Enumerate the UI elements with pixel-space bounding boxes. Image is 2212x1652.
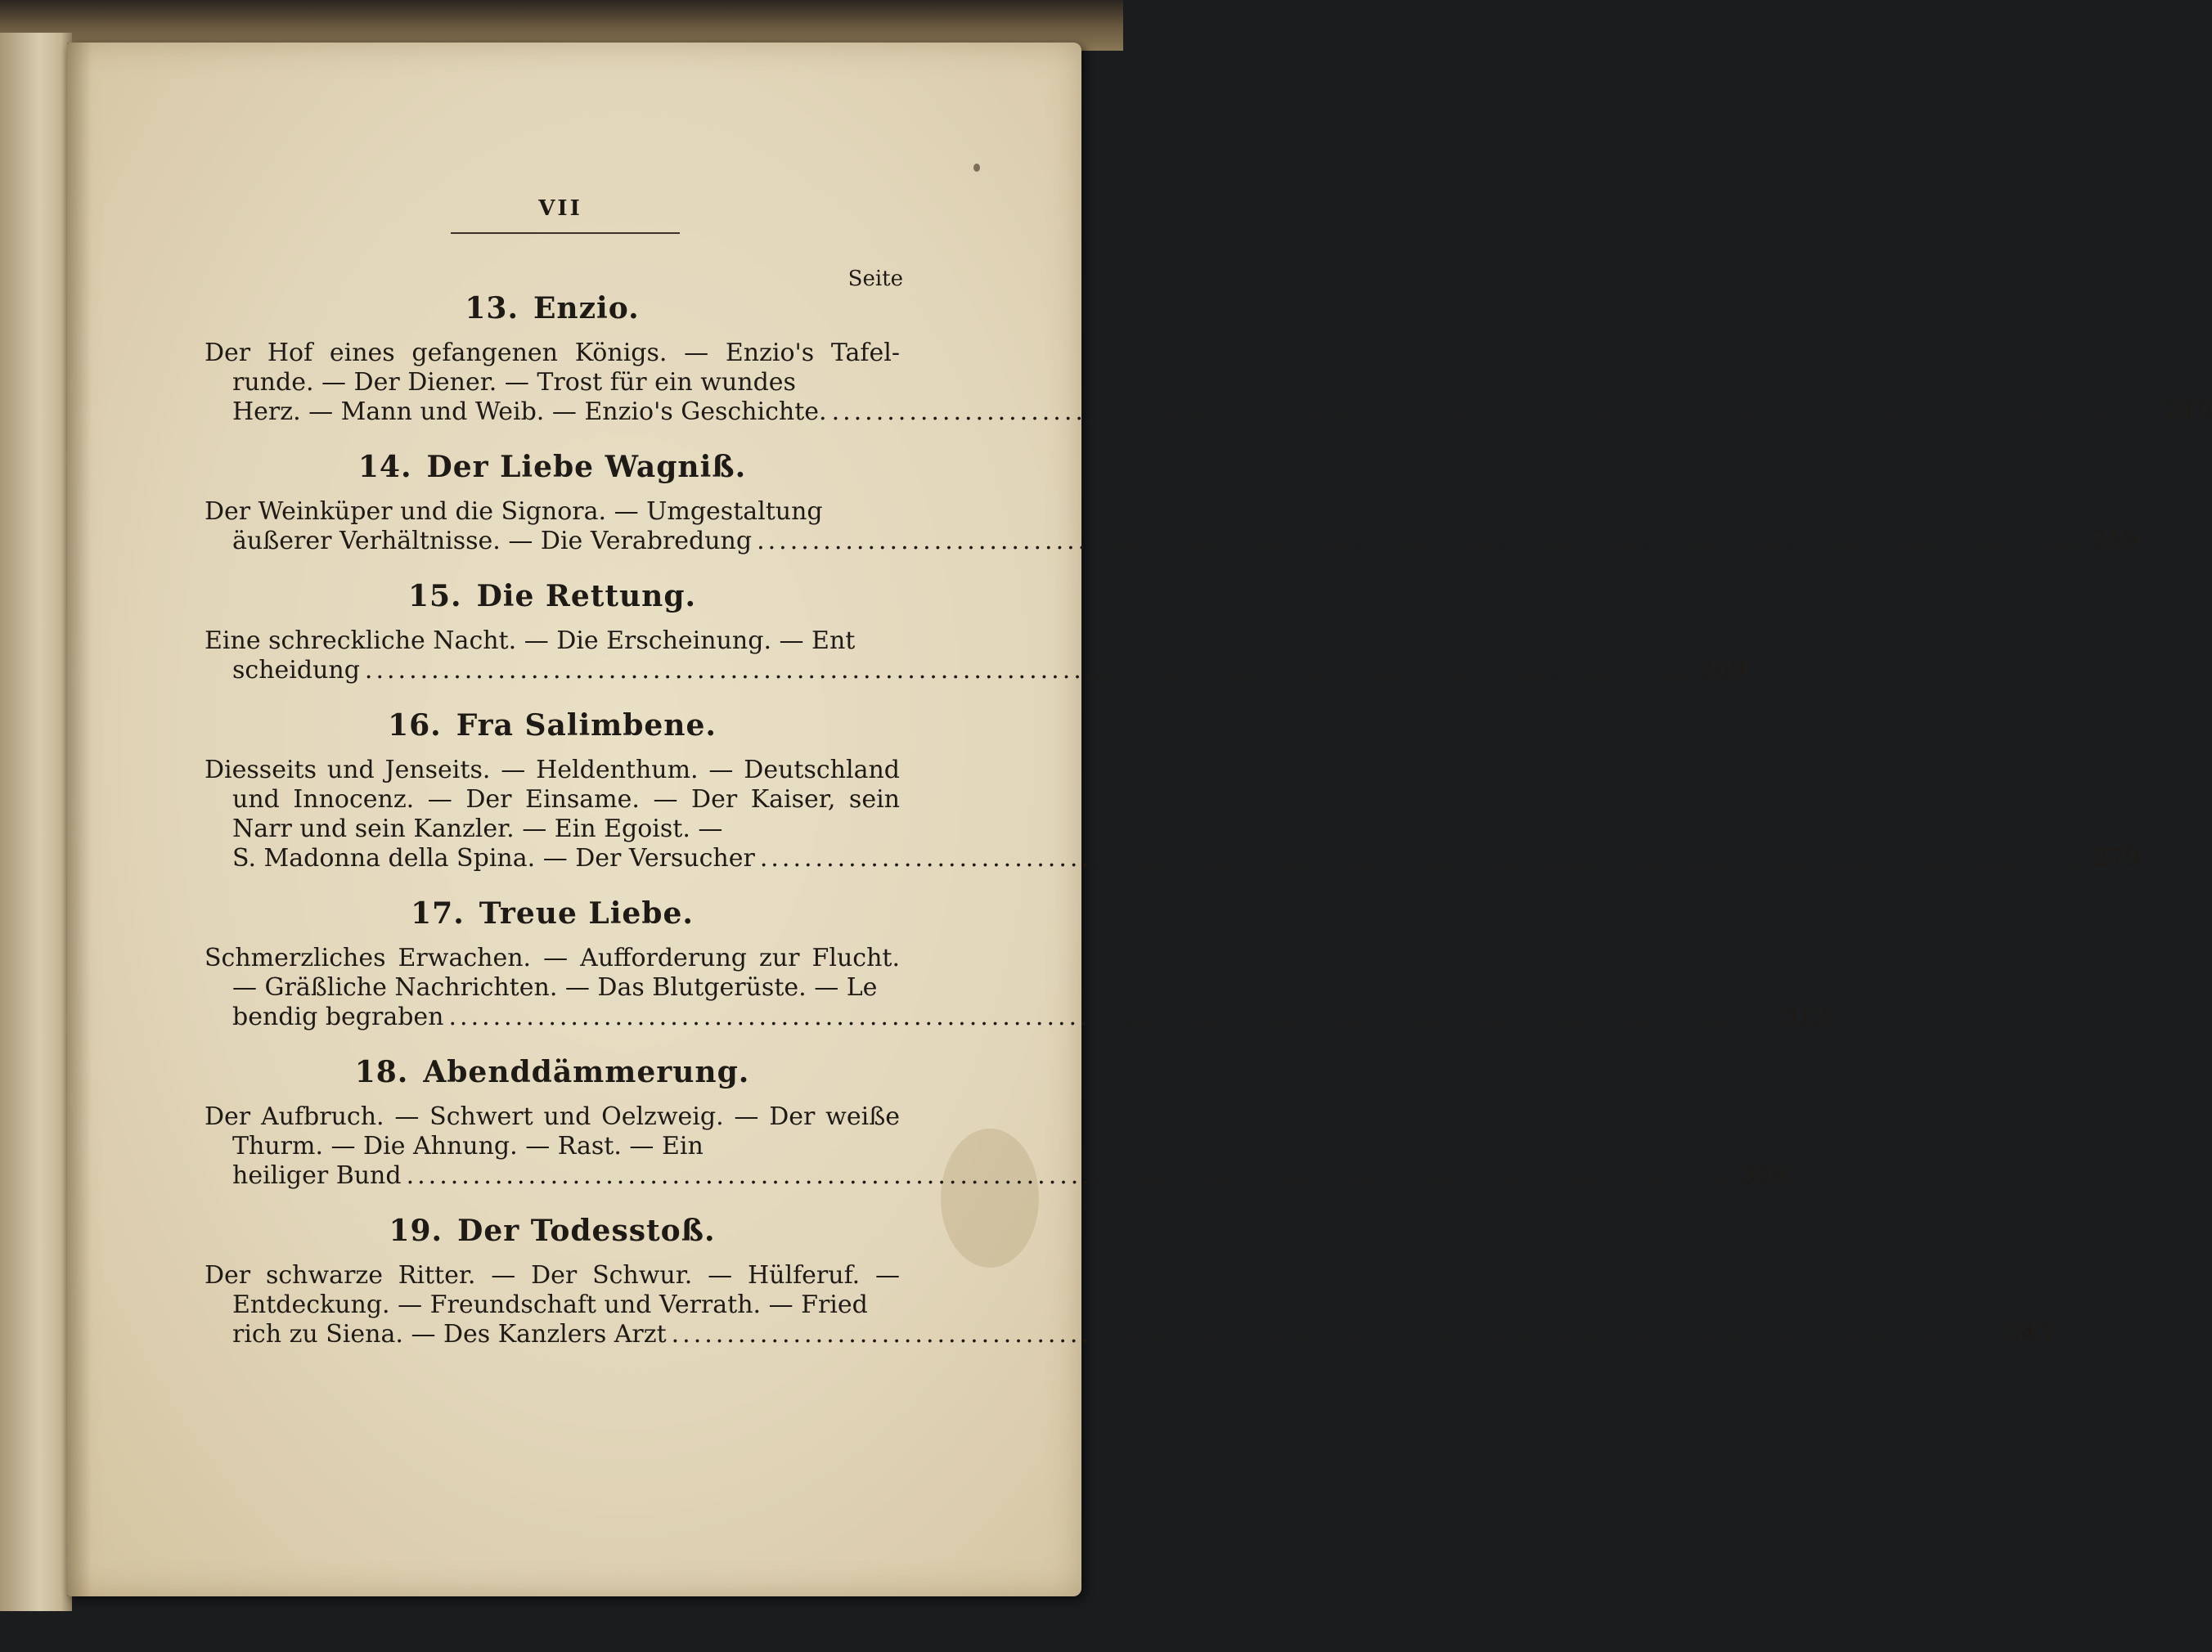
chapter-page-number: 210 [2165, 397, 2212, 426]
chapter-title: Treue Liebe. [479, 896, 694, 931]
chapter-summary-end [205, 1320, 2052, 1349]
ink-speck [973, 164, 980, 172]
chapter-page-number: 269 [1698, 656, 1746, 685]
chapter-list [205, 291, 2212, 1349]
leader-dots: ........................................................................................................................ [448, 1003, 1778, 1031]
chapter-summary: Der Aufbruch. — Schwert und Oelzweig. — Der weiße Thurm. — Die Ahnung. — Rast. — Ein [205, 1102, 900, 1160]
leader-dots: ........................................................................................................................ [364, 656, 1694, 685]
chapter-heading [205, 1055, 900, 1089]
chapter-entry [205, 1055, 1787, 1191]
chapter-page-number: 249 [2090, 527, 2138, 555]
chapter-number: 19. [389, 1214, 443, 1248]
chapter-summary: Diesseits und Jenseits. — Heldenthum. — Deutschland und Innocenz. — Der Einsame. — Der Kaiser, sein Narr und sein Kanzler. — Ein Egoist. — [205, 756, 900, 843]
leader-dots: ........................................................................................................................ [671, 1320, 2000, 1349]
chapter-heading [205, 896, 900, 931]
chapter-number: 16. [388, 708, 442, 743]
chapter-title: Der Liebe Wagniß. [426, 450, 747, 484]
leader-dots: ........................................................................................................................ [759, 844, 2089, 873]
chapter-number: 14. [357, 450, 412, 484]
chapter-heading [205, 708, 900, 743]
chapter-summary: Eine schreckliche Nacht. — Die Erscheinung. — Ent [205, 626, 856, 655]
chapter-page-number: 326 [1739, 1161, 1787, 1190]
chapter-summary-last-line: Herz. — Mann und Weib. — Enzio's Geschichte. [232, 397, 827, 426]
chapter-summary-end [205, 397, 2212, 427]
chapter-page-number: 343 [2004, 1320, 2052, 1349]
chapter-title: Enzio. [533, 291, 640, 325]
header-rule [451, 232, 680, 234]
table-of-contents [205, 196, 2212, 1349]
chapter-entry [205, 450, 2138, 556]
chapter-number: 15. [407, 579, 462, 613]
chapter-summary-end [205, 527, 2138, 556]
chapter-summary: Der Hof eines gefangenen Königs. — Enzio's Tafelrunde. — Der Diener. — Trost für ein wundes [205, 339, 900, 397]
chapter-heading [205, 579, 900, 613]
chapter-summary-end [205, 1161, 1787, 1191]
chapter-title: Die Rettung. [476, 579, 697, 613]
chapter-summary-end [205, 1003, 1830, 1032]
chapter-title: Fra Salimbene. [456, 708, 717, 743]
chapter-page-number: 312 [1782, 1003, 1830, 1031]
chapter-summary-end [205, 844, 2141, 873]
chapter-heading [205, 1214, 900, 1248]
chapter-summary-last-line: bendig begraben [232, 1003, 444, 1031]
chapter-heading [205, 291, 900, 325]
chapter-summary: Der Weinküper und die Signora. — Umgestaltung [205, 497, 823, 526]
chapter-entry [205, 291, 2212, 427]
chapter-summary-end [205, 656, 1746, 685]
chapter-summary-last-line: S. Madonna della Spina. — Der Versucher [232, 844, 755, 873]
chapter-summary: Schmerzliches Erwachen. — Aufforderung zur Flucht. — Gräßliche Nachrichten. — Das Blutgerüste. — Le [205, 944, 900, 1002]
chapter-summary: Der schwarze Ritter. — Der Schwur. — Hülferuf. — Entdeckung. — Freundschaft und Verrath. — Fried [205, 1261, 900, 1319]
chapter-entry [205, 896, 1830, 1032]
facing-page-edge [0, 33, 72, 1611]
chapter-number: 13. [465, 291, 519, 325]
chapter-summary-last-line: äußerer Verhältnisse. — Die Verabredung [232, 527, 753, 555]
chapter-number: 18. [354, 1055, 409, 1089]
leader-dots: ........................................................................................................................ [757, 527, 2086, 555]
page-folio: VII [538, 196, 582, 221]
chapter-entry [205, 708, 2141, 873]
chapter-heading [205, 450, 900, 484]
chapter-page-number: 279 [2093, 844, 2141, 873]
chapter-summary-last-line: rich zu Siena. — Des Kanzlers Arzt [232, 1320, 667, 1349]
leader-dots: ........................................................................................................................ [406, 1161, 1735, 1190]
chapter-entry [205, 579, 1746, 685]
chapter-summary-last-line: heiliger Bund [232, 1161, 402, 1190]
column-label: Seite [847, 267, 903, 291]
chapter-title: Abenddämmerung. [423, 1055, 750, 1089]
chapter-summary-last-line: scheidung [232, 656, 360, 685]
chapter-entry [205, 1214, 2052, 1349]
chapter-number: 17. [411, 896, 465, 931]
chapter-title: Der Todesstoß. [457, 1214, 716, 1248]
foxing-stain [941, 1129, 1039, 1268]
leader-dots: ........................................................................................................................ [831, 397, 2160, 426]
spine-shadow [67, 43, 92, 1596]
